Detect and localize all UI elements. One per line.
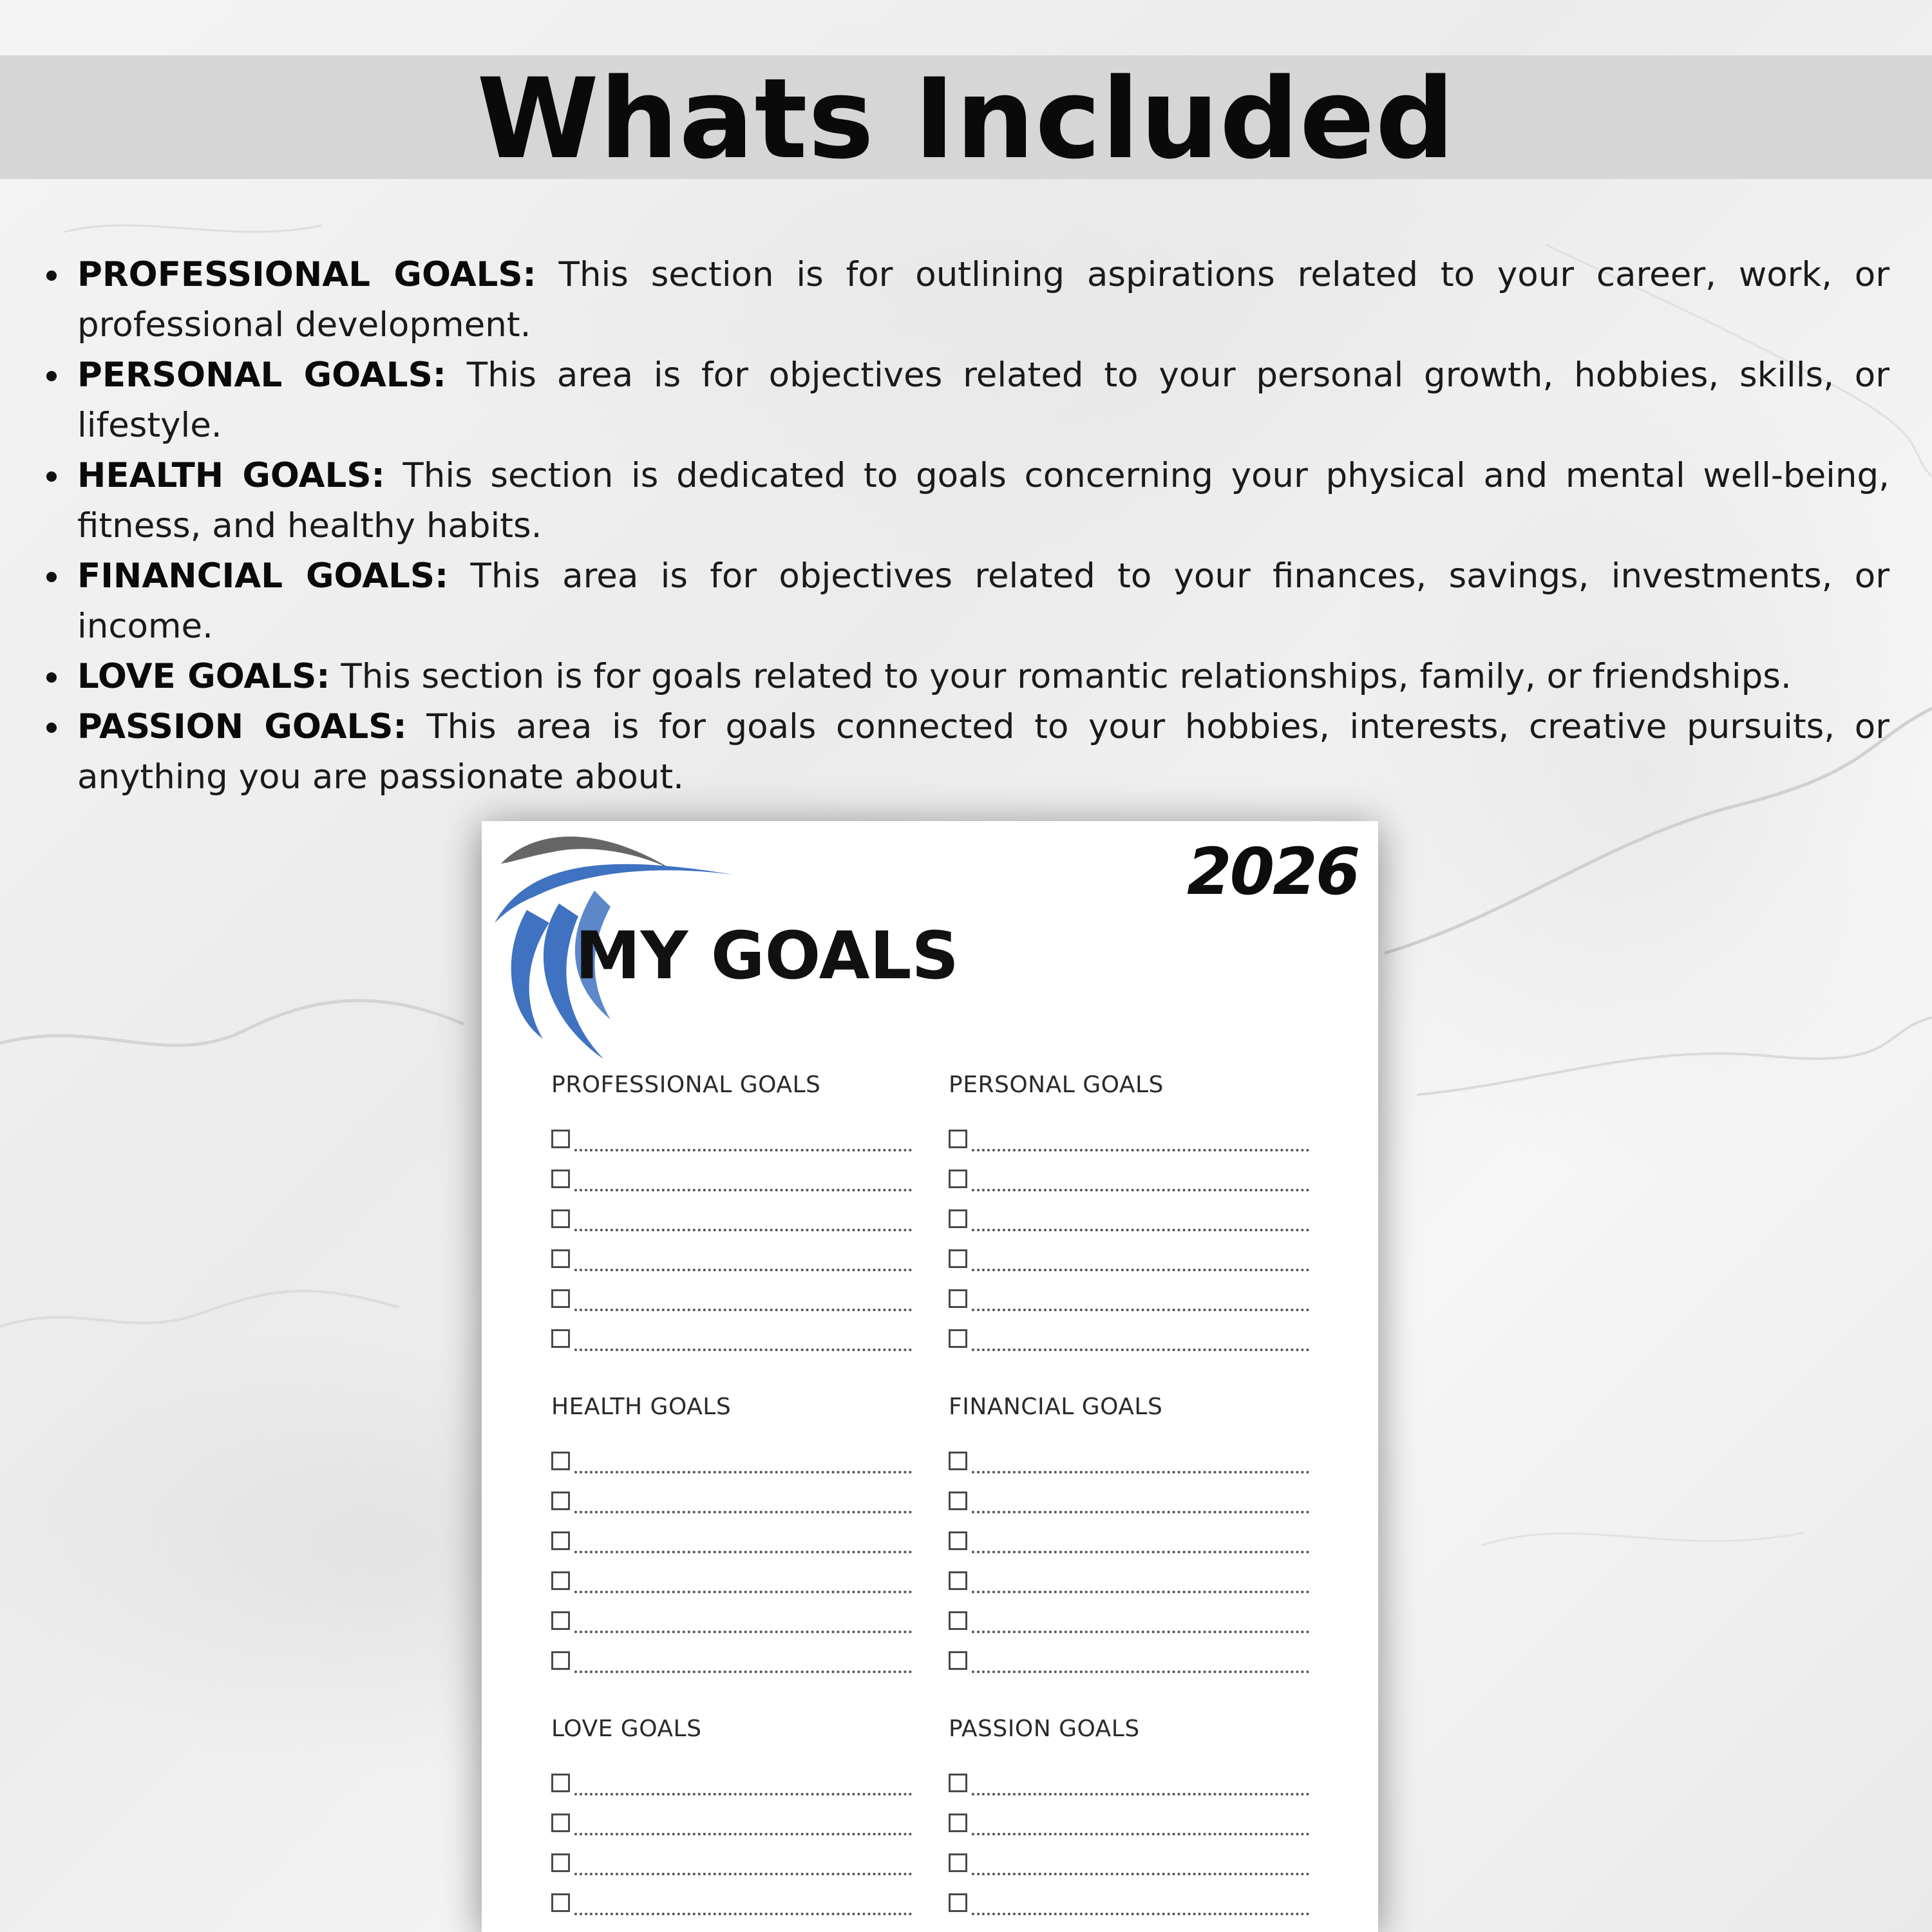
goal-write-line[interactable] xyxy=(972,1873,1309,1875)
goal-checkbox[interactable] xyxy=(949,1130,967,1148)
goal-row xyxy=(949,1477,1309,1517)
goal-checkbox[interactable] xyxy=(949,1571,967,1590)
goal-write-line[interactable] xyxy=(972,1189,1309,1191)
goal-row xyxy=(551,1879,912,1919)
goal-row xyxy=(551,1597,912,1637)
goal-checkbox[interactable] xyxy=(949,1289,967,1308)
goal-checkbox[interactable] xyxy=(551,1329,570,1348)
goal-row xyxy=(949,1557,1309,1597)
goal-checkbox[interactable] xyxy=(949,1651,967,1670)
goal-term: FINANCIAL GOALS: xyxy=(77,556,449,596)
goal-checkbox[interactable] xyxy=(949,1170,967,1188)
goal-write-line[interactable] xyxy=(574,1471,912,1473)
bullet-icon xyxy=(46,471,57,482)
goal-checkbox[interactable] xyxy=(551,1289,570,1308)
goal-row xyxy=(949,1879,1309,1919)
sheet-title: MY GOALS xyxy=(575,918,959,994)
goal-checkbox[interactable] xyxy=(551,1651,570,1670)
goal-row xyxy=(949,1517,1309,1557)
section-title: PASSION GOALS xyxy=(949,1716,1140,1742)
section-title: LOVE GOALS xyxy=(551,1716,702,1742)
goal-write-line[interactable] xyxy=(574,1229,912,1231)
section-title: PERSONAL GOALS xyxy=(949,1072,1164,1098)
goal-checkbox[interactable] xyxy=(949,1249,967,1268)
goal-write-line[interactable] xyxy=(574,1671,912,1673)
goal-write-line[interactable] xyxy=(972,1671,1309,1673)
goal-description-item xyxy=(0,652,1932,702)
goal-row xyxy=(551,1315,912,1355)
goal-term: LOVE GOALS: xyxy=(77,657,330,696)
goal-checkbox[interactable] xyxy=(949,1209,967,1228)
goal-write-line[interactable] xyxy=(972,1833,1309,1835)
goal-row xyxy=(551,1477,912,1517)
goal-row xyxy=(949,1839,1309,1879)
goal-write-line[interactable] xyxy=(574,1873,912,1875)
goal-description-text: This section is for outlining aspirations related to your career, work, or professional development. xyxy=(77,255,1889,345)
section-title: FINANCIAL GOALS xyxy=(949,1394,1163,1420)
goal-description-item xyxy=(0,551,1932,652)
goal-write-line[interactable] xyxy=(574,1793,912,1795)
goal-checkbox[interactable] xyxy=(551,1814,570,1832)
goal-write-line[interactable] xyxy=(574,1591,912,1593)
section-professional-goals xyxy=(551,1069,912,1355)
goal-description-list xyxy=(0,250,1932,802)
goal-write-line[interactable] xyxy=(972,1631,1309,1633)
goal-write-line[interactable] xyxy=(972,1349,1309,1351)
goal-write-line[interactable] xyxy=(574,1833,912,1835)
goal-checkbox[interactable] xyxy=(551,1492,570,1510)
goal-row xyxy=(949,1919,1309,1932)
goal-row xyxy=(551,1759,912,1799)
goal-row xyxy=(551,1115,912,1155)
goal-checkbox[interactable] xyxy=(949,1531,967,1550)
goal-checkbox[interactable] xyxy=(551,1774,570,1792)
goal-row xyxy=(551,1275,912,1315)
section-financial-goals xyxy=(949,1391,1309,1677)
goal-write-line[interactable] xyxy=(574,1551,912,1553)
goal-checkbox[interactable] xyxy=(949,1492,967,1510)
goal-write-line[interactable] xyxy=(574,1309,912,1311)
goal-row xyxy=(949,1799,1309,1839)
goal-row xyxy=(551,1235,912,1275)
goal-checkbox[interactable] xyxy=(551,1571,570,1590)
goal-checkbox[interactable] xyxy=(551,1893,570,1912)
goal-checkbox[interactable] xyxy=(949,1774,967,1792)
goal-row xyxy=(949,1235,1309,1275)
goal-write-line[interactable] xyxy=(972,1471,1309,1473)
goal-write-line[interactable] xyxy=(574,1149,912,1151)
goal-checkbox[interactable] xyxy=(949,1329,967,1348)
goal-write-line[interactable] xyxy=(972,1229,1309,1231)
goal-checkbox[interactable] xyxy=(551,1853,570,1872)
goal-description-item xyxy=(0,451,1932,551)
goals-sheet-preview xyxy=(482,821,1378,1932)
goal-write-line[interactable] xyxy=(574,1189,912,1191)
goal-write-line[interactable] xyxy=(574,1349,912,1351)
goal-write-line[interactable] xyxy=(972,1511,1309,1513)
bullet-icon xyxy=(46,371,57,381)
goal-row xyxy=(551,1919,912,1932)
goal-row xyxy=(551,1637,912,1677)
goal-write-line[interactable] xyxy=(972,1149,1309,1151)
goal-write-line[interactable] xyxy=(972,1269,1309,1271)
goal-write-line[interactable] xyxy=(574,1913,912,1915)
section-love-goals xyxy=(551,1713,912,1932)
goal-row xyxy=(949,1597,1309,1637)
banner-title: Whats Included xyxy=(477,54,1455,184)
goal-description-item xyxy=(0,350,1932,451)
goal-row xyxy=(949,1759,1309,1799)
goal-row xyxy=(551,1799,912,1839)
goal-row xyxy=(551,1839,912,1879)
goal-description-text: This area is for objectives related to your personal growth, hobbies, skills, or lifestyle. xyxy=(77,355,1889,445)
goal-write-line[interactable] xyxy=(574,1511,912,1513)
goal-description-text: This section is for goals related to your romantic relationships, family, or friendships. xyxy=(330,657,1792,696)
goal-row xyxy=(949,1195,1309,1235)
goal-checkbox[interactable] xyxy=(551,1209,570,1228)
goal-checkbox[interactable] xyxy=(551,1130,570,1148)
goal-description-item xyxy=(0,250,1932,350)
bullet-icon xyxy=(46,572,57,582)
goal-row xyxy=(949,1315,1309,1355)
goal-term: PERSONAL GOALS: xyxy=(77,355,446,395)
goal-write-line[interactable] xyxy=(972,1591,1309,1593)
goal-row xyxy=(949,1637,1309,1677)
goal-write-line[interactable] xyxy=(574,1631,912,1633)
goal-term: PASSION GOALS: xyxy=(77,707,407,746)
bullet-icon xyxy=(46,270,57,281)
goal-term: PROFESSIONAL GOALS: xyxy=(77,255,536,294)
section-personal-goals xyxy=(949,1069,1309,1355)
goal-checkbox[interactable] xyxy=(949,1853,967,1872)
goal-checkbox[interactable] xyxy=(949,1452,967,1470)
section-title: PROFESSIONAL GOALS xyxy=(551,1072,821,1098)
bullet-icon xyxy=(46,723,57,733)
goal-description-text: This area is for objectives related to your finances, savings, investments, or income. xyxy=(77,556,1889,646)
sheet-year: 2026 xyxy=(1187,834,1359,909)
goal-checkbox[interactable] xyxy=(949,1611,967,1630)
goal-checkbox[interactable] xyxy=(949,1893,967,1912)
goal-row xyxy=(949,1115,1309,1155)
goal-description-item xyxy=(0,702,1932,802)
goal-row xyxy=(551,1517,912,1557)
header-banner xyxy=(0,54,1932,184)
goal-checkbox[interactable] xyxy=(551,1170,570,1188)
goal-write-line[interactable] xyxy=(972,1793,1309,1795)
section-passion-goals xyxy=(949,1713,1309,1932)
goal-row xyxy=(949,1437,1309,1477)
bullet-icon xyxy=(46,672,57,683)
goal-row xyxy=(949,1155,1309,1195)
goal-description-text: This area is for goals connected to your hobbies, interests, creative pursuits, or anything you are passionate about. xyxy=(77,707,1889,797)
goal-checkbox[interactable] xyxy=(551,1611,570,1630)
goal-checkbox[interactable] xyxy=(551,1531,570,1550)
goal-row xyxy=(949,1275,1309,1315)
goal-write-line[interactable] xyxy=(574,1269,912,1271)
section-health-goals xyxy=(551,1391,912,1677)
goal-checkbox[interactable] xyxy=(949,1814,967,1832)
goal-checkbox[interactable] xyxy=(551,1249,570,1268)
section-title: HEALTH GOALS xyxy=(551,1394,732,1420)
goal-row xyxy=(551,1155,912,1195)
goal-checkbox[interactable] xyxy=(551,1452,570,1470)
goal-description-text: This section is dedicated to goals concerning your physical and mental well-being, fitness, and healthy habits. xyxy=(77,456,1889,545)
goal-row xyxy=(551,1437,912,1477)
goal-write-line[interactable] xyxy=(972,1309,1309,1311)
goal-row xyxy=(551,1195,912,1235)
goal-write-line[interactable] xyxy=(972,1913,1309,1915)
goal-term: HEALTH GOALS: xyxy=(77,456,385,495)
goal-row xyxy=(551,1557,912,1597)
goal-write-line[interactable] xyxy=(972,1551,1309,1553)
